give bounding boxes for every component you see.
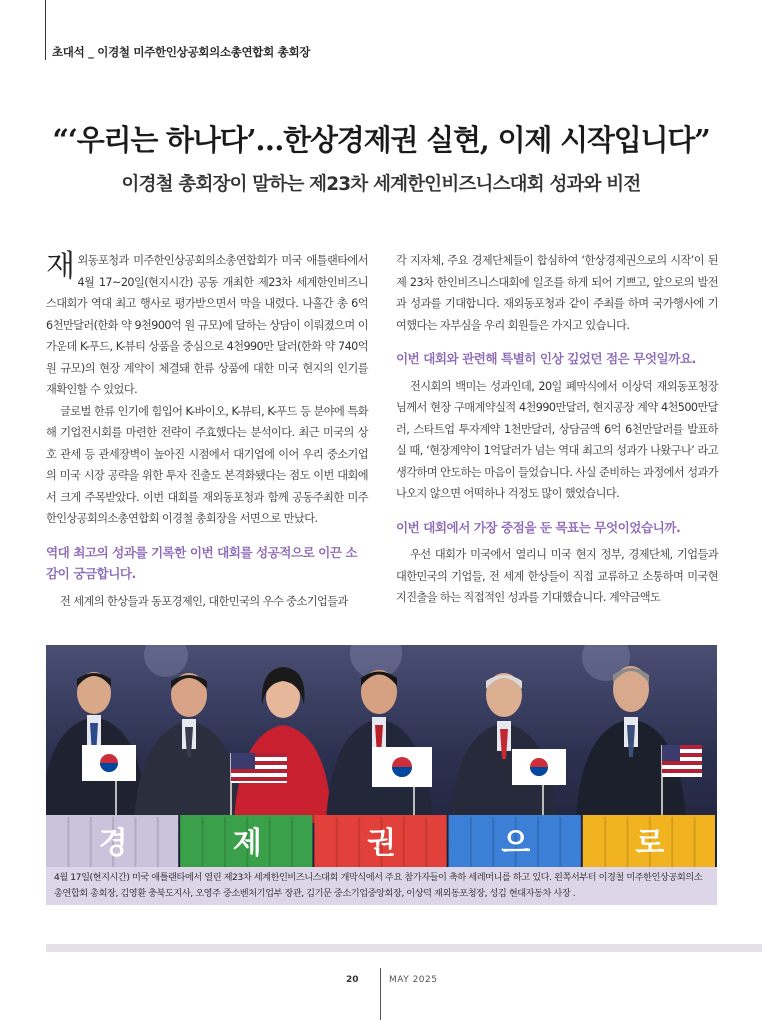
slogan-char: 권 — [367, 826, 396, 861]
intro-text: 외동포청과 미주한인상공회의소총연합회가 미국 애틀랜타에서 4월 17~20일(현지시간) 공동 개최한 제23차 세계한인비즈니스대회가 역대 최고 행사로 평가받으면서 막을 내렸다. 나흘간 총 6억 6천만달러(한화 약 9천900억 원 규모)에 달하는 상담이 이뤄졌으며 이 가운데 K-푸드, K-뷰티 상품을 중심으로 4천990만 달러(한화 약 740억 원 규모)의 현장 계약이 체결돼 한류 상품에 대한 미국 현지의 인기를 재확인할 수 있었다. — [46, 254, 368, 396]
photo-caption: 4월 17일(현지시간) 미국 애틀랜타에서 열린 제23차 세계한인비즈니스대회 개막식에서 주요 참가자들이 축하 세레머니를 하고 있다. 왼쪽서부터 이경철 미주한인상공회의소총연합회 총회장, 김영환 충북도지사, 오영주 중소벤처기업부 장관, 김기문 중소기업중앙회장, 이상덕 재외동포청장, 성김 현대자동차 사장 . — [46, 867, 717, 905]
slogan-boxes — [46, 815, 715, 867]
body-paragraph: 글로벌 한류 인기에 힘입어 K-바이오, K-뷰티, K-푸드 등 분야에 특화해 기업전시회를 마련한 전략이 주효했다는 분석이다. 최근 미국의 상호 관세 등 관세장벽이 높아진 시점에서 대기업에 이어 우리 중소기업의 미국 시장 공략을 위한 투자 진출도 본격화됐다는 점도 이번 대회에서 크게 주목받았다. 이번 대회를 재외동포청과 함께 공동주최한 미주한인상공회의소총연합회 이경철 총회장을 서면으로 만났다. — [46, 404, 368, 525]
section-label: 초대석 _ 이경철 미주한인상공회의소총연합회 총회장 — [52, 45, 311, 59]
slogan-char: 로 — [635, 826, 665, 861]
right-column — [396, 250, 718, 609]
question-heading: 역대 최고의 성과를 기록한 이번 대회를 성공적으로 이끈 소감이 궁금합니다. — [46, 544, 358, 581]
drop-cap: 재 — [46, 249, 75, 284]
answer-paragraph: 전시회의 백미는 성과인데, 20일 폐막식에서 이상덕 재외동포청장님께서 현장 구매계약실적 4천990만달러, 현지공장 계약 4천500만달러, 스타트업 투자계약 1천만달러, 상담금액 6억 6천만달러를 발표하실 때, ‘현장계약이 1억달러가 넘는 역대 최고의 성과가 나왔구나’ 라고 생각하며 안도하는 마음이 들었습니다. 사실 준비하는 과정에서 성과가 나오지 않으면 어떡하나 걱정도 많이 했었습니다. — [396, 379, 718, 500]
left-column — [46, 250, 368, 612]
ceremony-photo — [46, 645, 717, 867]
intro-paragraph — [46, 250, 368, 401]
answer-paragraph: 우선 대회가 미국에서 열리니 미국 현지 정부, 경제단체, 기업들과 대한민국의 기업들, 전 세계 한상들이 직접 교류하고 소통하며 미국현지진출을 하는 직접적인 성과를 기대했습니다. 계약금액도 — [396, 548, 718, 604]
article-subtitle: 이경철 총회장이 말하는 제23차 세계한인비즈니스대회 성과와 비전 — [121, 174, 641, 195]
question-heading: 이번 대회와 관련해 특별히 인상 깊었던 점은 무엇일까요. — [396, 351, 696, 366]
page-number: 20 — [346, 975, 359, 985]
question-heading: 이번 대회에서 가장 중점을 둔 목표는 무엇이었습니까. — [396, 519, 681, 535]
answer-paragraph: 전 세계의 한상들과 동포경제인, 대한민국의 우수 중소기업들과 — [60, 594, 348, 608]
footer-rule — [380, 968, 381, 1020]
slogan-char: 경 — [98, 826, 128, 861]
answer-continuation: 각 지자체, 주요 경제단체들이 합심하여 ‘한상경제권으로의 시작’이 된 제 23차 한인비즈니스대회에 일조를 하게 되어 기쁘고, 앞으로의 발전과 성과를 기대합니다. 재외동포청과 같이 주최를 하며 국가행사에 기여했다는 자부심을 우리 회원들은 가지고 있습니다. — [396, 254, 718, 332]
issue-date: MAY 2025 — [389, 975, 438, 985]
footer-bar — [46, 944, 762, 952]
slogan-char: 으 — [501, 826, 531, 861]
article-title: “‘우리는 하나다’…한상경제권 실현, 이제 시작입니다” — [52, 123, 710, 157]
header-rule — [45, 0, 46, 60]
slogan-char: 제 — [232, 826, 262, 861]
